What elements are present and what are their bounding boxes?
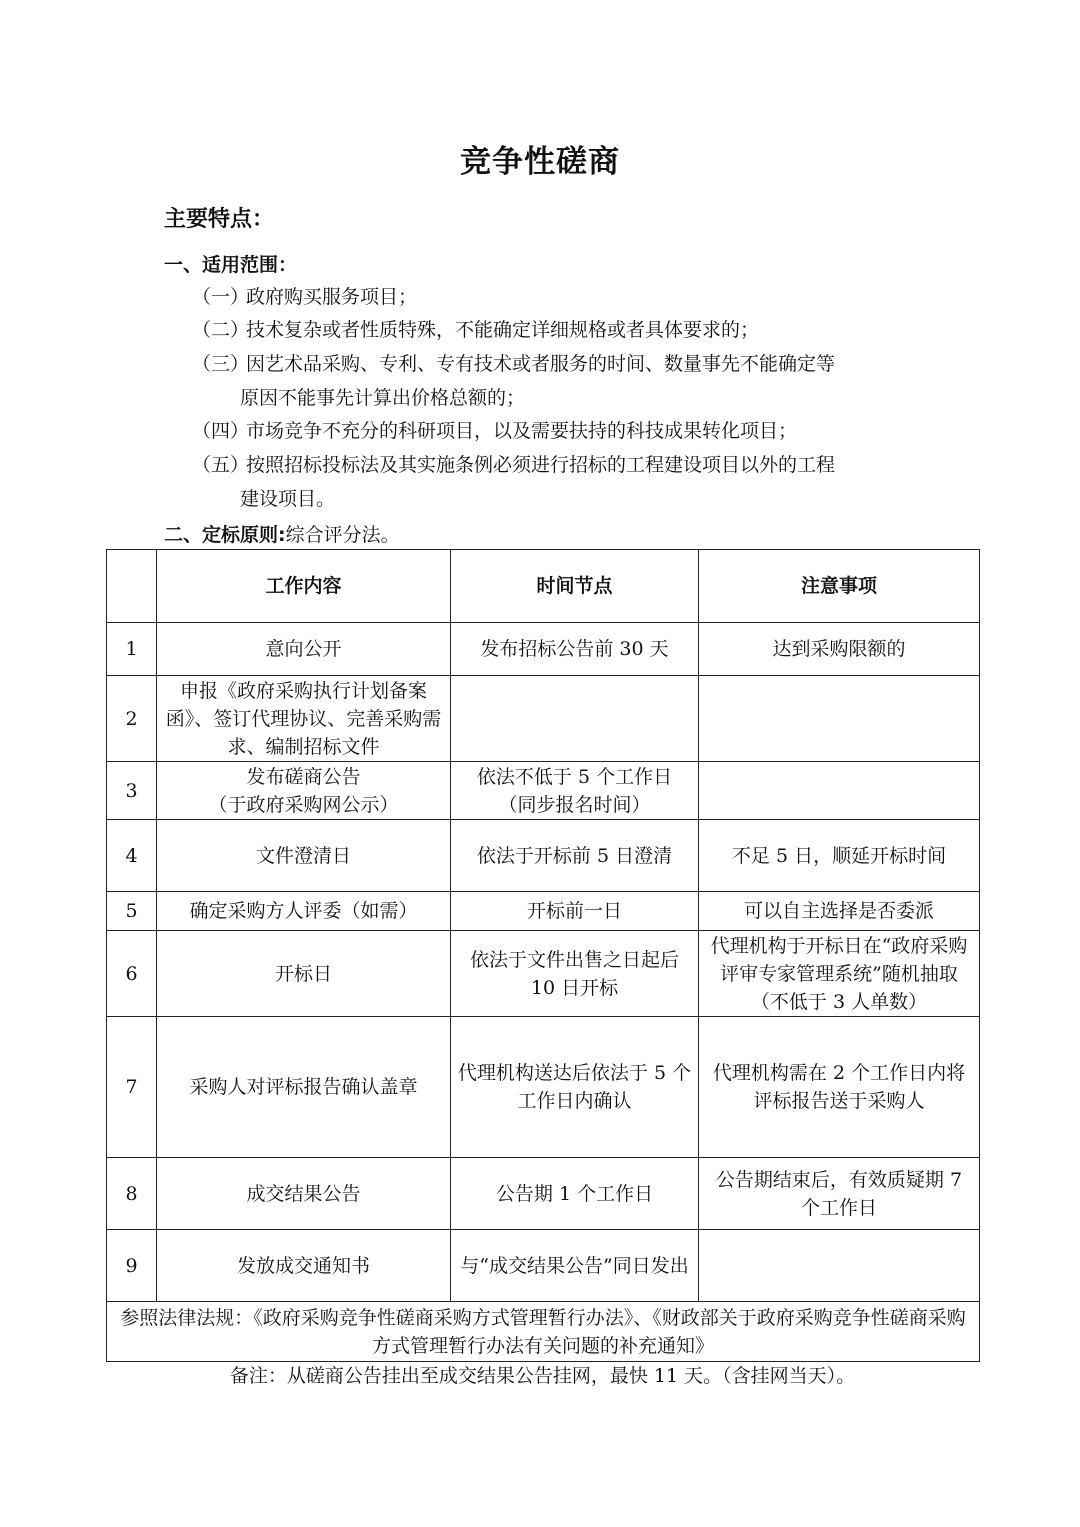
row-number: 8: [107, 1158, 157, 1230]
row-note: [699, 762, 980, 820]
scope-item-number: （四）: [192, 420, 250, 442]
header-note: 注意事项: [699, 550, 980, 623]
row-content: 发放成交通知书: [157, 1230, 451, 1302]
scope-item: [192, 313, 932, 347]
scope-item: [192, 347, 932, 415]
scope-item: [192, 448, 932, 516]
scope-item: [192, 280, 932, 314]
table-row: [107, 892, 980, 931]
scope-item-number: （五）: [192, 454, 250, 476]
scope-item-number: （二）: [192, 319, 250, 341]
header-content: 工作内容: [157, 550, 451, 623]
award-principle-value: 综合评分法。: [285, 524, 400, 546]
table-row: [107, 762, 980, 820]
row-note: 不足 5 日，顺延开标时间: [699, 820, 980, 892]
scope-item: [192, 414, 932, 448]
table-row: [107, 1230, 980, 1302]
row-time: 依法不低于 5 个工作日 （同步报名时间）: [451, 762, 699, 820]
procedure-table: [106, 549, 980, 1362]
row-note: [699, 676, 980, 762]
scope-item-continuation: 建设项目。: [240, 488, 336, 510]
table-row: [107, 1158, 980, 1230]
row-number: 7: [107, 1017, 157, 1158]
row-note: 达到采购限额的: [699, 623, 980, 676]
row-number: 4: [107, 820, 157, 892]
scope-item-number: （一）: [192, 286, 250, 308]
award-principle-line: [164, 520, 400, 547]
remark-note: 备注：从磋商公告挂出至成交结果公告挂网，最快 11 天。（含挂网当天）。: [229, 1365, 856, 1387]
row-number: 6: [107, 931, 157, 1017]
row-content: 意向公开: [157, 623, 451, 676]
scope-heading: 一、适用范围：: [164, 254, 298, 276]
award-principle-heading: 二、定标原则:: [164, 524, 286, 546]
row-note: 代理机构于开标日在“政府采购评审专家管理系统”随机抽取（不低于 3 人单数）: [699, 931, 980, 1017]
row-number: 5: [107, 892, 157, 931]
row-time: 依法于开标前 5 日澄清: [451, 820, 699, 892]
scope-item-continuation: 原因不能事先计算出价格总额的；: [240, 387, 526, 409]
scope-item-text: 因艺术品采购、专利、专有技术或者服务的时间、数量事先不能确定等: [246, 353, 836, 375]
row-time: 发布招标公告前 30 天: [451, 623, 699, 676]
row-number: 1: [107, 623, 157, 676]
row-number: 3: [107, 762, 157, 820]
table-row: [107, 931, 980, 1017]
scope-item-text: 技术复杂或者性质特殊，不能确定详细规格或者具体要求的；: [246, 319, 760, 341]
table-row: [107, 820, 980, 892]
row-number: 9: [107, 1230, 157, 1302]
row-note: 公告期结束后，有效质疑期 7 个工作日: [699, 1158, 980, 1230]
row-time: 与“成交结果公告”同日发出: [451, 1230, 699, 1302]
table-row: [107, 1017, 980, 1158]
row-content: 文件澄清日: [157, 820, 451, 892]
document-title: 竞争性磋商: [460, 144, 620, 180]
row-note: [699, 1230, 980, 1302]
table-footer-row: [107, 1302, 980, 1362]
table-row: [107, 676, 980, 762]
row-time: 公告期 1 个工作日: [451, 1158, 699, 1230]
row-content: 采购人对评标报告确认盖章: [157, 1017, 451, 1158]
row-time: 依法于文件出售之日起后 10 日开标: [451, 931, 699, 1017]
header-no: [107, 550, 157, 623]
scope-item-number: （三）: [192, 353, 250, 375]
main-features-heading: 主要特点：: [164, 207, 275, 232]
header-time: 时间节点: [451, 550, 699, 623]
scope-item-text: 市场竞争不充分的科研项目，以及需要扶持的科技成果转化项目；: [246, 420, 798, 442]
row-content: 发布磋商公告 （于政府采购网公示）: [157, 762, 451, 820]
legal-reference: 参照法律法规：《政府采购竞争性磋商采购方式管理暂行办法》、《财政部关于政府采购竞争性磋商采购方式管理暂行办法有关问题的补充通知》: [107, 1302, 980, 1362]
row-content: 成交结果公告: [157, 1158, 451, 1230]
row-content: 确定采购方人评委（如需）: [157, 892, 451, 931]
scope-item-text: 政府购买服务项目；: [246, 286, 418, 308]
row-content: 开标日: [157, 931, 451, 1017]
row-note: 可以自主选择是否委派: [699, 892, 980, 931]
table-header-row: [107, 550, 980, 623]
row-time: [451, 676, 699, 762]
row-number: 2: [107, 676, 157, 762]
row-note: 代理机构需在 2 个工作日内将评标报告送于采购人: [699, 1017, 980, 1158]
row-time: 代理机构送达后依法于 5 个工作日内确认: [451, 1017, 699, 1158]
row-time: 开标前一日: [451, 892, 699, 931]
scope-item-text: 按照招标投标法及其实施条例必须进行招标的工程建设项目以外的工程: [246, 454, 836, 476]
table-row: [107, 623, 980, 676]
row-content: 申报《政府采购执行计划备案函》、签订代理协议、完善采购需求、编制招标文件: [157, 676, 451, 762]
